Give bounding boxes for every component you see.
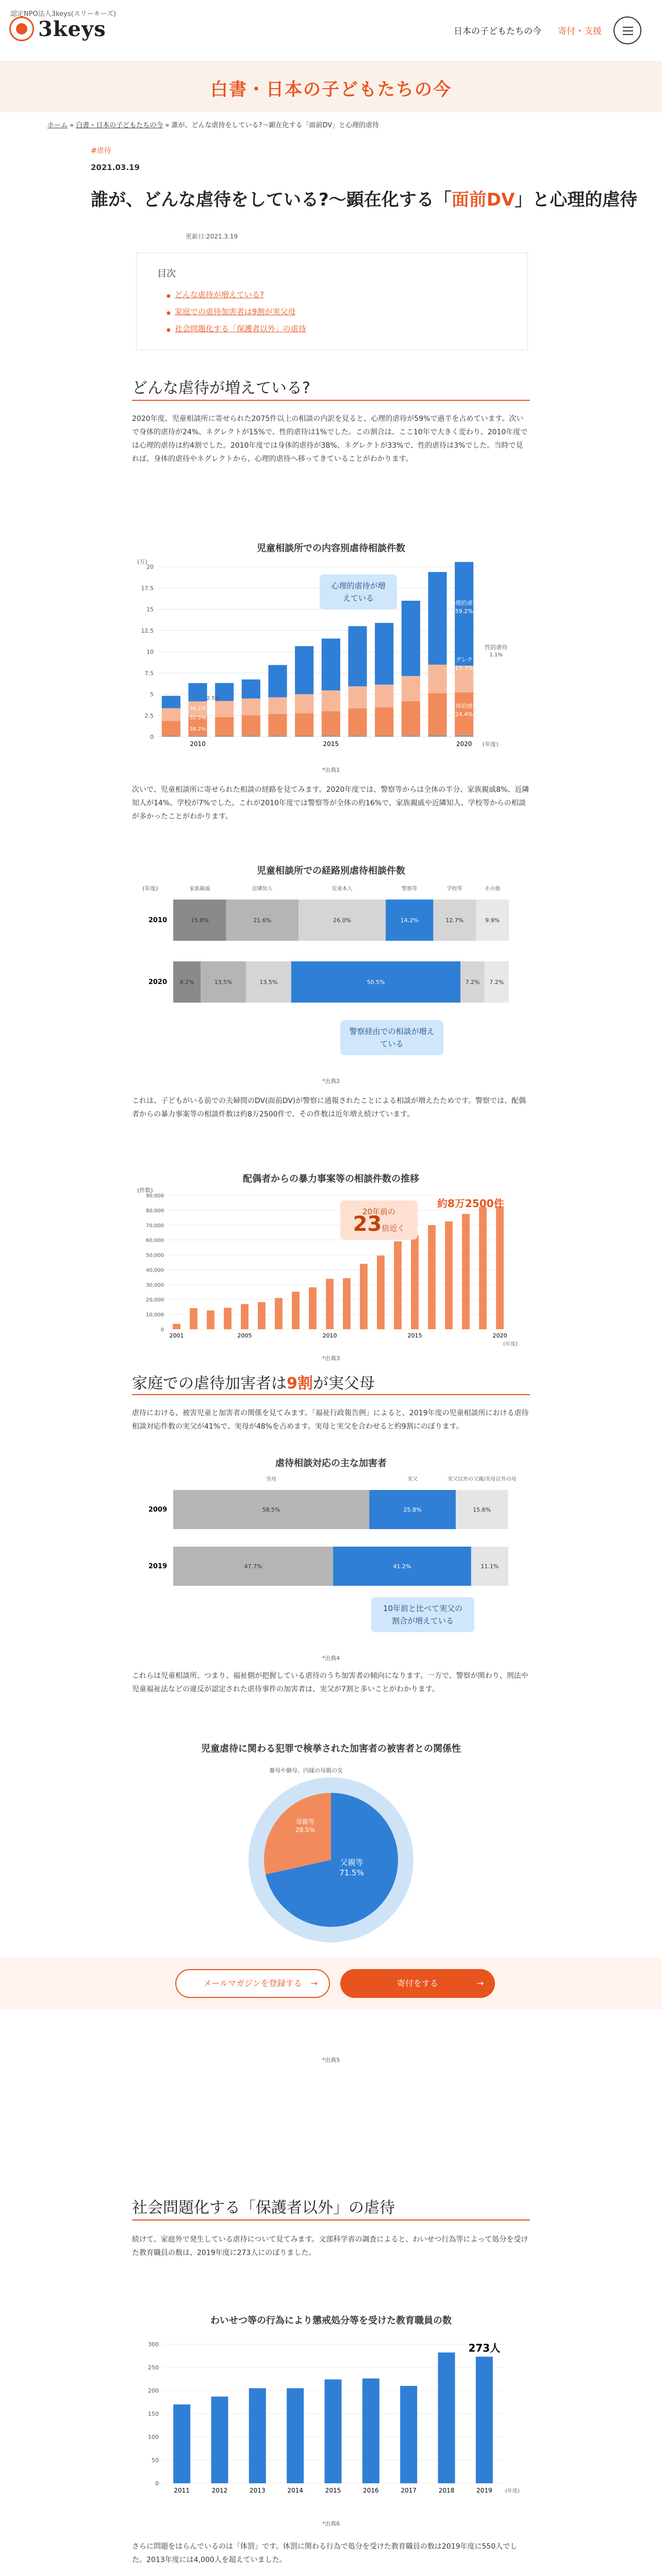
y-tick-label: 90,000 [146, 1193, 164, 1199]
bar [207, 1311, 214, 1329]
y-tick-label: 300 [148, 2341, 159, 2348]
x-tick-label: 2015 [323, 740, 339, 748]
bar-segment [215, 736, 234, 737]
data-label: 15.6% [473, 1506, 491, 1513]
breadcrumb-separator: » [165, 122, 170, 129]
data-label: 11.1% [481, 1563, 499, 1570]
bar-segment [375, 736, 393, 737]
y-tick-label: 7.5 [144, 670, 154, 677]
row-label: 2010 [148, 917, 167, 924]
bar [309, 1287, 317, 1329]
chart-obscene [132, 2329, 530, 2514]
data-label: 41.2% [393, 1563, 411, 1570]
chart-source: *出典4 [322, 1655, 340, 1662]
bar-segment [455, 735, 473, 737]
chart-callout: 警察経由での相談が増えている [340, 1020, 443, 1055]
toc-heading: 目次 [157, 268, 176, 279]
column-header: 実父 [407, 1477, 418, 1482]
data-label: 15.8% [190, 917, 209, 924]
bar-segment [428, 693, 446, 735]
data-label: 32.5% [189, 715, 206, 721]
bar [258, 1302, 266, 1329]
bar-segment [322, 638, 340, 690]
hero-banner [0, 61, 662, 112]
bar-segment [375, 685, 393, 707]
x-tick-label: 2005 [237, 1332, 252, 1339]
data-label: 38.2% [189, 726, 206, 732]
data-label: 7.2% [489, 979, 504, 986]
bar-segment [322, 736, 340, 737]
paragraph: 2020年度、児童相談所に寄せられた2075件以上の相談の内訳を見ると、心理的虐待が59%で過半を占めています。次いで身体的虐待が24%、ネグレクトが15%で、性的虐待は1%でした。この割合は、ここ10年で大きく変わり、2010年度では心理的虐待は約4割でした。2010年度では身体的虐待が38%、ネグレクトが33%で、性的虐待は3%でした。当時で見れば、身体的虐待やネグレクトから、心理的虐待へ移ってきていることがわかります。 [132, 415, 528, 463]
data-label: 47.7% [244, 1563, 262, 1570]
breadcrumb-home[interactable]: ホーム [47, 122, 68, 129]
hamburger-menu-button[interactable] [614, 16, 641, 44]
column-header: 実母 [266, 1477, 277, 1482]
peak-label: 273人 [468, 2342, 501, 2354]
breadcrumb-parent[interactable]: 白書・日本の子どもたちの今 [76, 122, 163, 129]
bar [462, 1214, 470, 1329]
column-header: その他 [485, 886, 501, 892]
y-unit-label: (年度) [142, 885, 158, 892]
table-of-contents [136, 252, 528, 350]
article-tag[interactable]: #虐待 [91, 147, 111, 155]
chart-title: 虐待相談対応の主な加害者 [275, 1458, 387, 1469]
column-header: 児童本人 [332, 886, 353, 892]
bar-segment [295, 736, 313, 737]
y-tick-label: 30,000 [146, 1282, 164, 1289]
outer-label: 養母や継母、内縁の母親の女 [269, 1767, 343, 1774]
paragraph: さらに問題をはらんでいるのは「体罰」です。体罰に関わる行為で処分を受けた教育職員の数は2019年度に550人でした。2013年度には4,000人を超えていました。 [132, 2543, 518, 2564]
y-unit-label: (件数) [137, 1187, 153, 1194]
data-label: 59.2% [455, 608, 473, 615]
bar [496, 1206, 504, 1329]
hero-title: 白書・日本の子どもたちの今 [210, 79, 452, 100]
y-tick-label: 150 [148, 2411, 159, 2417]
chart-source: *出典1 [322, 767, 340, 773]
x-tick-label: 2001 [169, 1332, 184, 1339]
x-tick-label: 2020 [456, 740, 472, 748]
bar [377, 1256, 385, 1329]
chart-callout: 10年前と比べて実父の割合が増えている [371, 1597, 474, 1632]
paragraph: 虐待における、被害児童と加害者の関係を見てみます。「福祉行政報告例」によると、2019年度の児童相談所における虐待相談対応件数の実父が41%で、実母が48%を占めます。実母と実父を合わせると約9割にのぼります。 [132, 1409, 529, 1431]
x-tick-label: 2011 [174, 2487, 190, 2494]
x-tick-label: 2020 [492, 1332, 507, 1339]
x-tick-label: 2012 [211, 2487, 228, 2494]
bar-segment [268, 697, 287, 714]
data-label: 12.7% [445, 917, 464, 924]
data-label: 15.3% [455, 665, 473, 671]
bar-segment [402, 701, 420, 735]
bar [479, 1207, 487, 1329]
y-tick-label: 70,000 [146, 1223, 164, 1229]
bar [211, 2397, 228, 2483]
x-tick-label: 2019 [476, 2487, 492, 2494]
x-tick-label: 2010 [322, 1332, 337, 1339]
peak-label: 約8万2500件 [437, 1197, 504, 1210]
bar [411, 1235, 419, 1329]
bar [275, 1298, 283, 1329]
x-tick-label: 2017 [401, 2487, 417, 2494]
bar-segment [242, 680, 260, 699]
bar [173, 1324, 180, 1329]
legend-label: 性的虐待 [485, 644, 508, 651]
bar-segment [162, 696, 180, 708]
bar-segment [268, 665, 287, 698]
section-heading-1: どんな虐待が増えている? [132, 379, 310, 397]
y-tick-label: 17.5 [141, 585, 154, 592]
chart-callout: 20年前の 23倍近く [340, 1200, 418, 1240]
data-label: 21.6% [253, 917, 272, 924]
y-tick-label: 12.5 [141, 627, 154, 634]
bar-segment [402, 601, 420, 676]
breadcrumb-current: 誰が、どんな虐待をしている?〜顕在化する「面前DV」と心理的虐待 [171, 122, 379, 129]
column-header: 家族親戚 [189, 886, 210, 892]
chart-callout: 心理的虐待が増えている [320, 574, 397, 609]
y-tick-label: 15 [146, 606, 154, 613]
cta-bar [0, 1958, 662, 2009]
bar-segment [295, 694, 313, 713]
chart-title: わいせつ等の行為により懲戒処分等を受けた教育職員の数 [210, 2315, 452, 2326]
bar [428, 1225, 436, 1329]
site-header [0, 0, 662, 61]
bar [326, 1279, 334, 1329]
y-tick-label: 250 [148, 2364, 159, 2371]
bar [360, 1264, 368, 1329]
bar-segment [428, 572, 446, 665]
y-tick-label: 0 [150, 734, 154, 740]
bar-segment [268, 714, 287, 736]
row-label: 2019 [148, 1563, 167, 1570]
toc-item[interactable]: ● 家庭での虐待加害者は9割が実父母 [167, 306, 507, 317]
bar [476, 2357, 493, 2483]
y-tick-label: 10 [146, 649, 154, 655]
column-header: 学校等 [446, 886, 462, 892]
bar-segment [402, 735, 420, 737]
bar [292, 1292, 300, 1329]
y-tick-label: 0 [155, 2480, 159, 2487]
y-tick-label: 0 [160, 1327, 164, 1333]
bar-segment [348, 626, 367, 686]
slice-value: 28.5% [295, 1826, 316, 1834]
data-label: 24.4% [455, 711, 473, 718]
bar-segment [242, 699, 260, 716]
bar [438, 2352, 455, 2483]
legend-label: 身体的虐待 [450, 703, 478, 709]
site-logo[interactable] [9, 16, 106, 41]
paragraph: これは、子どもがいる前での夫婦間のDV(面前DV)が警察に通報されたことによる相談が増えたためです。警察では、配偶者からの暴力事案等の相談件数は約8万2500件で、その件数は近年増え続けています。 [132, 1097, 526, 1118]
data-label: 13.5% [214, 979, 233, 986]
x-tick-label: 2016 [363, 2487, 379, 2494]
bar [224, 1308, 231, 1329]
x-tick-label: 2013 [250, 2487, 266, 2494]
data-label: 26.0% [333, 917, 352, 924]
donate-button[interactable]: 寄付をする → [340, 1969, 495, 1998]
bar [287, 2388, 304, 2484]
bar-segment [322, 711, 340, 735]
bar [241, 1304, 249, 1329]
y-tick-label: 20,000 [146, 1297, 164, 1303]
column-header: 近隣知人 [252, 886, 273, 892]
chart-source: *出典3 [322, 1355, 340, 1362]
slice-label: 母親等 [295, 1818, 315, 1825]
chart-title: 児童相談所での経路別虐待相談件数 [257, 866, 405, 876]
chart-title: 配偶者からの暴力事案等の相談件数の推移 [243, 1174, 419, 1184]
bar [362, 2379, 379, 2483]
bar [445, 1222, 453, 1329]
bar-segment [215, 701, 234, 717]
y-tick-label: 60,000 [146, 1238, 164, 1244]
bar [173, 2404, 190, 2483]
y-tick-label: 2.5 [144, 712, 154, 719]
data-label: 13.5% [259, 979, 278, 986]
logo-text: 3keys [38, 16, 106, 41]
data-label: 25.8% [403, 1506, 422, 1513]
bar-segment [348, 735, 367, 737]
data-label: 9.9% [485, 917, 500, 924]
newsletter-button[interactable]: メールマガジンを登録する → [175, 1969, 330, 1998]
y-tick-label: 80,000 [146, 1208, 164, 1214]
y-tick-label: 100 [148, 2434, 159, 2441]
data-label: 36.1% [189, 706, 206, 711]
y-tick-label: 20 [146, 564, 154, 570]
data-label: 7.2% [465, 979, 480, 986]
y-tick-label: 40,000 [146, 1267, 164, 1274]
logo-mark-icon [9, 16, 34, 41]
data-label: 8.2% [179, 979, 194, 986]
breadcrumb [47, 120, 379, 129]
row-label: 2009 [148, 1506, 167, 1514]
column-header: 実父以外の父親/実母以外の母 [447, 1477, 517, 1482]
bar-segment [295, 713, 313, 735]
bar-segment [268, 735, 287, 737]
bar-segment [162, 736, 180, 737]
y-tick-label: 50 [152, 2457, 159, 2464]
x-unit-label: (年度) [503, 1342, 518, 1347]
nav-link-children[interactable]: 日本の子どもたちの今 [454, 26, 541, 37]
breadcrumb-separator: » [70, 122, 74, 129]
paragraph: これらは児童相談所、つまり、福祉側が把握している虐待のうち加害者の傾向になります。一方で、警察が関わり、刑法や児童福祉法などの違反が認定された虐待事件の加害者は、実父が7割と多いことがわかります。 [132, 1672, 528, 1693]
chart-source: *出典5 [322, 2057, 340, 2063]
y-tick-label: 200 [148, 2387, 159, 2394]
nav-link-donate[interactable]: 寄付・支援 [558, 26, 602, 37]
x-tick-label: 2010 [190, 740, 206, 748]
legend-label: ネグレクト [450, 656, 478, 663]
chart-route [132, 879, 530, 1028]
bar [394, 1241, 402, 1329]
bar-segment [375, 707, 393, 735]
bar-segment [428, 735, 446, 737]
bar [249, 2388, 266, 2484]
section-underline [132, 400, 530, 401]
x-tick-label: 2018 [438, 2487, 455, 2494]
x-tick-label: 2015 [407, 1332, 422, 1339]
x-unit-label: (年度) [483, 741, 499, 748]
bar-segment [242, 715, 260, 735]
chart-source: *出典2 [322, 1078, 340, 1084]
bar [400, 2386, 417, 2483]
column-header: 警察等 [402, 886, 418, 892]
article-date: 2021.03.19 [91, 163, 140, 172]
toc-item[interactable]: ● どんな虐待が増えている? [167, 289, 507, 300]
bar-segment [188, 736, 207, 737]
y-tick-label: 10,000 [146, 1312, 164, 1318]
bar-segment [402, 676, 420, 701]
bar-segment [295, 646, 313, 694]
paragraph: 続けて、家庭外で発生している虐待について見てみます。文部科学省の調査によると、わいせつ行為等によって処分を受けた教育職員の数は、2019年度に273人にのぼりました。 [132, 2235, 528, 2257]
x-tick-label: 2014 [287, 2487, 303, 2494]
y-tick-label: 50,000 [146, 1252, 164, 1259]
chart-source: *出典6 [322, 2520, 340, 2527]
bar [190, 1308, 197, 1329]
x-unit-label: (年度) [505, 2488, 520, 2494]
updated-date: 更新日:2021.3.19 [186, 233, 238, 240]
data-label: 14.2% [400, 917, 419, 924]
bar-segment [348, 708, 367, 736]
bar-segment [188, 683, 207, 701]
bar [325, 2379, 342, 2483]
data-label: 1.1% [489, 652, 503, 658]
bar-segment [162, 708, 180, 721]
slice-label: 父親等 [340, 1858, 363, 1867]
bar [343, 1278, 351, 1329]
section-underline [132, 1394, 530, 1395]
x-tick-label: 2015 [325, 2487, 341, 2494]
bar-segment [348, 686, 367, 708]
bar-segment [428, 665, 446, 693]
chart-title: 児童相談所での内容別虐待相談件数 [257, 543, 405, 554]
y-tick-label: 5 [150, 691, 154, 698]
slice-value: 71.5% [339, 1868, 364, 1877]
section-underline [132, 2219, 530, 2221]
toc-item[interactable]: ● 社会問題化する「保護者以外」の虐待 [167, 323, 507, 334]
data-label: 2.5% [206, 696, 220, 701]
bar-segment [215, 717, 234, 736]
bar-segment [322, 690, 340, 711]
paragraph: 次いで、児童相談所に寄せられた相談の経路を見てみます。2020年度では、警察等からは全体の半分、家族親戚8%、近隣知人が14%、学校が7%でした。これが2010年度では警察等が全体の約16%で、家族親戚や近隣知人、学校等からの相談が多かったことがわかります。 [132, 786, 529, 821]
bar-segment [162, 721, 180, 736]
data-label: 50.5% [367, 979, 385, 986]
section-heading-2: 家庭での虐待加害者は9割が実父母 [132, 1375, 375, 1393]
chart-title: 児童虐待に関わる犯罪で検挙された加害者の被害者との関係性 [201, 1743, 461, 1754]
legend-label: 心理的虐待 [450, 600, 478, 606]
logo-subtitle: 認定NPO法人3keys(スリーキーズ) [10, 10, 117, 18]
row-label: 2020 [148, 978, 167, 986]
y-unit-label: (万) [137, 558, 147, 565]
section-heading-3: 社会問題化する「保護者以外」の虐待 [132, 2199, 395, 2217]
chart-perpetrator [132, 1469, 530, 1603]
page-title: 誰が、どんな虐待をしている?〜顕在化する「面前DV」と心理的虐待 [91, 190, 638, 210]
bar-segment [375, 623, 393, 685]
chart-pie [132, 1757, 530, 1973]
data-label: 58.5% [262, 1506, 280, 1513]
bar-segment [242, 735, 260, 737]
